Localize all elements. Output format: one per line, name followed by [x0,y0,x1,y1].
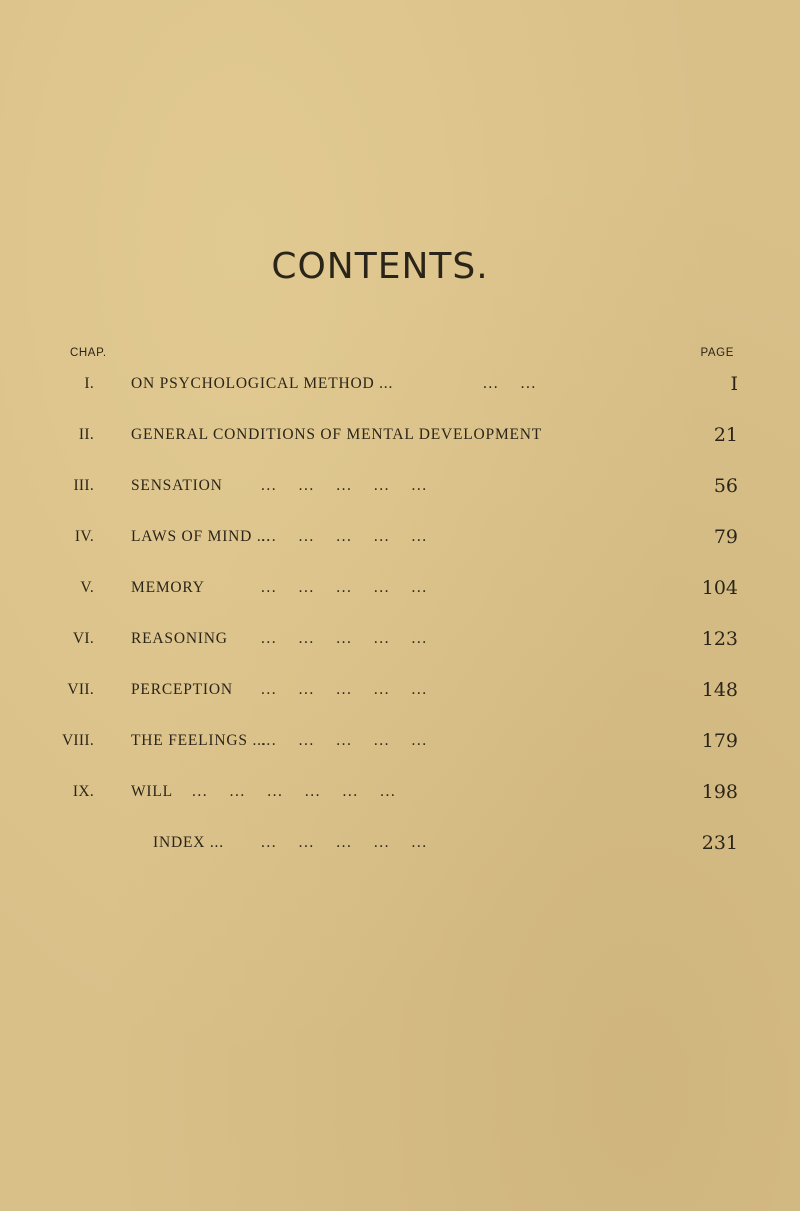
leader-dots: ... ... ... ... ... [261,477,428,494]
toc-entry[interactable] [0,375,800,405]
chapter-title: INDEX ... [153,834,224,851]
page-number: 198 [701,781,738,803]
chapter-column-header: CHAP. [70,347,107,359]
chapter-number: IX. [72,783,94,800]
chapter-title: WILL [131,783,173,800]
leader-dots: ... ... ... ... ... [261,732,428,749]
toc-entry[interactable] [0,426,800,456]
page-number: 104 [701,577,738,599]
toc-entry[interactable] [0,681,800,711]
toc-entry[interactable] [0,579,800,609]
chapter-number: VIII. [61,732,94,749]
toc-entry[interactable] [0,783,800,813]
page-number: 231 [701,832,738,854]
chapter-number: IV. [74,528,94,545]
toc-entry[interactable] [0,630,800,660]
toc-entry[interactable] [0,834,800,864]
chapter-title: GENERAL CONDITIONS OF MENTAL DEVELOPMENT [131,426,543,443]
leader-dots: ... ... ... ... ... [261,630,428,647]
leader-dots: ... ... ... ... ... [261,528,428,545]
page-number: 56 [713,475,738,497]
leader-dots: ... ... ... ... ... [261,834,428,851]
leader-dots: ... ... ... ... ... [261,579,428,596]
page-number: 79 [713,526,738,548]
chapter-number: III. [73,477,94,494]
page-number: 148 [701,679,738,701]
chapter-title: THE FEELINGS ... [131,732,267,749]
page-number: I [730,373,738,395]
chapter-title: REASONING [131,630,228,647]
chapter-title: LAWS OF MIND ... [131,528,271,545]
chapter-number: V. [80,579,94,596]
toc-entry[interactable] [0,732,800,762]
page-title: CONTENTS. [271,246,489,287]
chapter-number: I. [84,375,94,392]
chapter-title: SENSATION [131,477,223,494]
page-number: 123 [701,628,738,650]
chapter-number: VII. [67,681,94,698]
chapter-title: MEMORY [131,579,205,596]
chapter-title: ON PSYCHOLOGICAL METHOD ... [131,375,394,392]
toc-entry[interactable] [0,528,800,558]
chapter-number: VI. [72,630,94,647]
chapter-title: PERCEPTION [131,681,233,698]
leader-dots: ... ... ... ... ... ... [192,783,397,800]
chapter-number: II. [78,426,94,443]
leader-dots: ... ... ... ... ... [261,681,428,698]
page-number: 179 [701,730,738,752]
toc-entry[interactable] [0,477,800,507]
leader-dots: ... ... [483,375,537,392]
page-column-header: PAGE [700,347,734,359]
page-number: 21 [713,424,738,446]
